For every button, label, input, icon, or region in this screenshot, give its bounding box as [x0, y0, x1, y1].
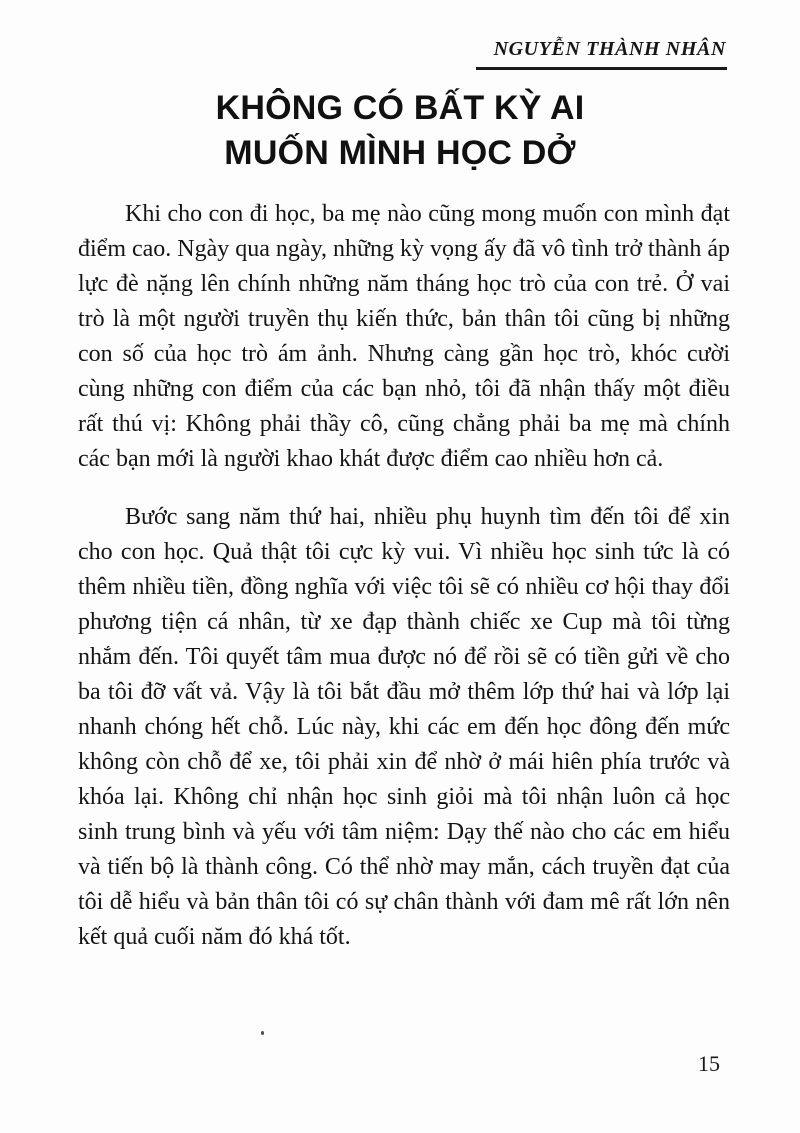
author-name: NGUYỄN THÀNH NHÂN — [476, 38, 727, 70]
chapter-title — [0, 86, 800, 176]
page-number: 15 — [698, 1051, 720, 1076]
body-text — [78, 197, 730, 978]
chapter-title-line-1: KHÔNG CÓ BẤT KỲ AI — [215, 89, 585, 127]
chapter-title-line-2: MUỐN MÌNH HỌC DỞ — [224, 134, 576, 172]
scan-artifact-dot — [261, 1031, 264, 1035]
paragraph-2: Bước sang năm thứ hai, nhiều phụ huynh tìm đến tôi để xin cho con học. Quả thật tôi cực kỳ vui. Vì nhiều học sinh tức là có thêm nhiều tiền, đồng nghĩa với việc tôi sẽ có nhiều cơ hội thay đổi phương tiện cá nhân, từ xe đạp thành chiếc xe Cup mà tôi từng nhắm đến. Tôi quyết tâm mua được nó để rồi sẽ có tiền gửi về cho ba tôi đỡ vất vả. Vậy là tôi bắt đầu mở thêm lớp thứ hai và lớp lại nhanh chóng hết chỗ. Lúc này, khi các em đến học đông đến mức không còn chỗ để xe, tôi phải xin để nhờ ở mái hiên phía trước và khóa lại. Không chỉ nhận học sinh giỏi mà tôi nhận luôn cả học sinh trung bình và yếu với tâm niệm: Dạy thế nào cho các em hiểu và tiến bộ là thành công. Có thể nhờ may mắn, cách truyền đạt của tôi dễ hiểu và bản thân tôi có sự chân thành với đam mê rất lớn nên kết quả cuối năm đó khá tốt. — [78, 504, 730, 950]
paragraph-1: Khi cho con đi học, ba mẹ nào cũng mong muốn con mình đạt điểm cao. Ngày qua ngày, những kỳ vọng ấy đã vô tình trở thành áp lực đè nặng lên chính những năm tháng học trò của con trẻ. Ở vai trò là một người truyền thụ kiến thức, bản thân tôi cũng bị những con số của học trò ám ảnh. Nhưng càng gần học trò, khóc cười cùng những con điểm của các bạn nhỏ, tôi đã nhận thấy một điều rất thú vị: Không phải thầy cô, cũng chẳng phải ba mẹ mà chính các bạn mới là người khao khát được điểm cao nhiều hơn cả. — [78, 201, 730, 472]
running-header — [476, 38, 727, 70]
